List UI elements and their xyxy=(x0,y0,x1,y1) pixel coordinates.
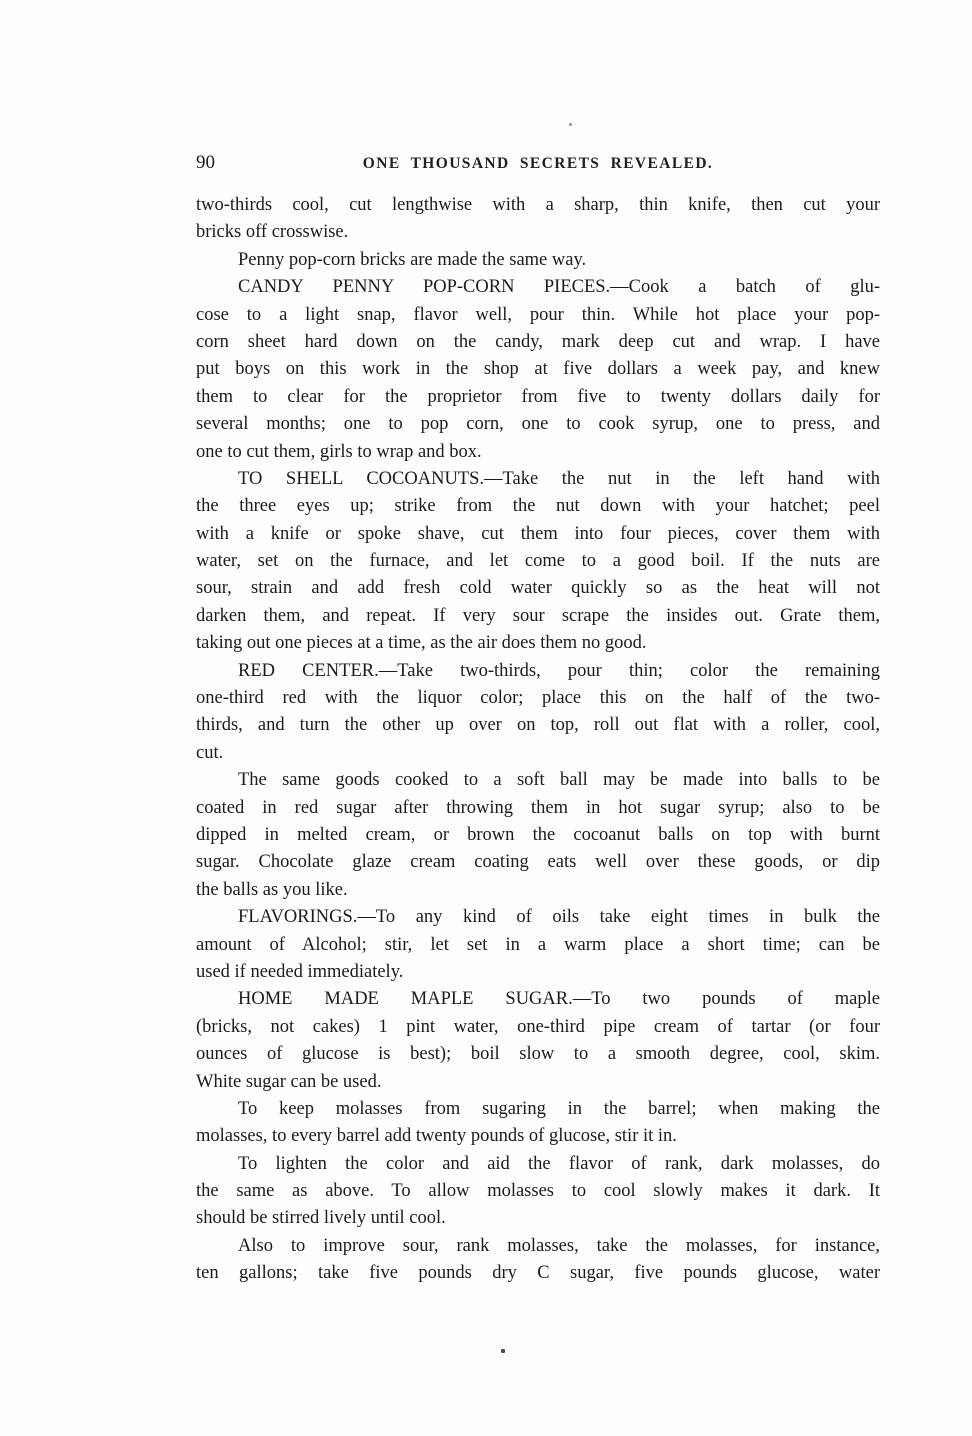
text-line: one-third red with the liquor color; place this on the half of the two- xyxy=(196,688,880,709)
text-line: sugar. Chocolate glaze cream coating eats well over these goods, or dip xyxy=(196,852,880,873)
text-line: the three eyes up; strike from the nut down with your hatchet; peel xyxy=(196,496,880,517)
paragraph xyxy=(196,1233,880,1288)
text-line: used if needed immediately. xyxy=(196,961,404,982)
text-line: molasses, to every barrel add twenty pounds of glucose, stir it in. xyxy=(196,1126,677,1147)
text-line: cose to a light snap, flavor well, pour thin. While hot place your pop- xyxy=(196,304,880,325)
text-line: taking out one pieces at a time, as the air does them no good. xyxy=(196,633,647,654)
text-line: FLAVORINGS.—To any kind of oils take eight times in bulk the xyxy=(238,907,880,928)
text-line: coated in red sugar after throwing them in hot sugar syrup; also to be xyxy=(196,797,880,818)
text-line: thirds, and turn the other up over on top, roll out flat with a roller, cool, xyxy=(196,715,880,736)
text-line: the same as above. To allow molasses to cool slowly makes it dark. It xyxy=(196,1181,880,1202)
page-number: 90 xyxy=(196,152,215,173)
text-line: amount of Alcohol; stir, let set in a warm place a short time; can be xyxy=(196,934,880,955)
paragraph xyxy=(196,658,880,768)
text-line: bricks off crosswise. xyxy=(196,222,349,243)
text-line: darken them, and repeat. If very sour scrape the insides out. Grate them, xyxy=(196,605,880,626)
text-line: White sugar can be used. xyxy=(196,1071,382,1092)
paragraph xyxy=(196,247,880,274)
text-line: several months; one to pop corn, one to cook syrup, one to press, and xyxy=(196,414,880,435)
text-line: Penny pop-corn bricks are made the same way. xyxy=(238,249,587,270)
paragraph xyxy=(196,274,880,466)
text-line: cut. xyxy=(196,742,224,763)
text-line: two-thirds cool, cut lengthwise with a sharp, thin knife, then cut your xyxy=(196,195,880,215)
paragraph xyxy=(196,767,880,904)
scan-artifact-dot xyxy=(569,123,572,126)
text-line: HOME MADE MAPLE SUGAR.—To two pounds of maple xyxy=(238,989,880,1010)
text-line: corn sheet hard down on the candy, mark deep cut and wrap. I have xyxy=(196,331,880,352)
scan-artifact-dot xyxy=(501,1349,505,1353)
text-line: ten gallons; take five pounds dry C sugar, five pounds glucose, water xyxy=(196,1263,880,1284)
text-line: Also to improve sour, rank molasses, take the molasses, for instance, xyxy=(238,1235,880,1256)
text-line: one to cut them, girls to wrap and box. xyxy=(196,441,482,462)
paragraph xyxy=(196,466,880,658)
text-line: TO SHELL COCOANUTS.—Take the nut in the left hand with xyxy=(238,468,880,489)
text-line: To keep molasses from sugaring in the barrel; when making the xyxy=(238,1098,880,1119)
text-line: CANDY PENNY POP-CORN PIECES.—Cook a batch of glu- xyxy=(238,277,880,298)
text-line: RED CENTER.—Take two-thirds, pour thin; color the remaining xyxy=(238,660,880,681)
text-line: should be stirred lively until cool. xyxy=(196,1208,446,1229)
text-line: sour, strain and add fresh cold water quickly so as the heat will not xyxy=(196,578,880,599)
text-line: them to clear for the proprietor from five to twenty dollars daily for xyxy=(196,386,880,407)
paragraph xyxy=(196,1096,880,1151)
paragraph xyxy=(196,1151,880,1233)
text-line: ounces of glucose is best); boil slow to a smooth degree, cool, skim. xyxy=(196,1044,880,1065)
paragraph xyxy=(196,192,880,247)
text-line: water, set on the furnace, and let come to a good boil. If the nuts are xyxy=(196,551,880,572)
text-line: put boys on this work in the shop at five dollars a week pay, and knew xyxy=(196,359,880,380)
paragraph xyxy=(196,904,880,986)
text-line: with a knife or spoke shave, cut them into four pieces, cover them with xyxy=(196,523,880,544)
page-header xyxy=(196,152,880,174)
page-body xyxy=(196,192,880,1288)
text-line: dipped in melted cream, or brown the cocoanut balls on top with burnt xyxy=(196,824,880,845)
text-line: (bricks, not cakes) 1 pint water, one-third pipe cream of tartar (or four xyxy=(196,1016,880,1037)
paragraph xyxy=(196,986,880,1096)
text-line: The same goods cooked to a soft ball may be made into balls to be xyxy=(238,770,880,791)
running-header: ONE THOUSAND SECRETS REVEALED. xyxy=(362,155,714,172)
text-line: To lighten the color and aid the flavor of rank, dark molasses, do xyxy=(238,1153,880,1174)
text-line: the balls as you like. xyxy=(196,879,348,900)
